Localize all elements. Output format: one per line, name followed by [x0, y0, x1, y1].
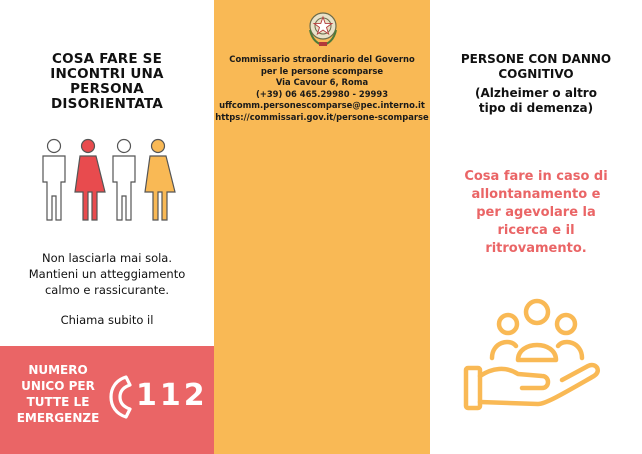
woman-figure-red: [75, 140, 105, 221]
right-highlight: [430, 168, 642, 258]
left-title-line: DISORIENTATA: [51, 96, 163, 112]
right-subtitle: [430, 86, 642, 115]
emergency-label: [8, 362, 108, 426]
right-highlight-line: ritrovamento.: [485, 241, 587, 256]
emergency-banner: [0, 346, 214, 454]
contact-email: uffcomm.personescomparse@pec.interno.it: [219, 100, 425, 111]
left-title: [0, 52, 214, 112]
emergency-label-line: UNICO PER: [21, 379, 95, 393]
man-figure-outline: [113, 140, 135, 221]
emergency-label-line: NUMERO: [28, 363, 88, 377]
contact-website: https://commissari.gov.it/persone-scomparse: [215, 111, 429, 122]
right-title-line: COGNITIVO: [498, 66, 574, 81]
emergency-number: 112: [136, 378, 208, 413]
caring-hand-icon: [462, 296, 612, 416]
republic-emblem-icon: [306, 8, 340, 48]
advice-line: Mantieni un atteggiamento: [28, 267, 186, 281]
phone-icon: [108, 374, 136, 420]
left-title-line: COSA FARE SE: [51, 51, 163, 67]
contact-address: Via Cavour 6, Roma: [275, 77, 369, 88]
people-icon: [38, 138, 178, 222]
contact-line: Commissario straordinario del Governo: [229, 54, 415, 64]
advice-text: [0, 250, 214, 298]
emergency-label-line: EMERGENZE: [16, 411, 100, 425]
man-figure-outline: [43, 140, 65, 221]
right-title-line: PERSONE CON DANNO: [460, 52, 612, 66]
woman-figure-yellow: [145, 140, 175, 221]
contact-line: per le persone scomparse: [260, 65, 384, 76]
right-highlight-line: per agevolare la: [476, 205, 596, 220]
right-highlight-line: Cosa fare in caso di: [464, 169, 608, 184]
right-subtitle-line: (Alzheimer o altro: [475, 86, 597, 100]
advice-line: Non lasciarla mai sola.: [41, 251, 173, 265]
left-title-line: PERSONA: [70, 81, 144, 97]
contact-phone: (+39) 06 465.29980 - 29993: [255, 88, 389, 99]
emergency-label-line: TUTTE LE: [26, 395, 90, 409]
contact-info: [214, 54, 430, 124]
right-title: [430, 52, 642, 81]
right-subtitle-line: tipo di demenza): [478, 100, 594, 115]
call-instruction: Chiama subito il: [60, 313, 154, 327]
right-highlight-line: ricerca e il: [497, 223, 575, 238]
left-title-line: INCONTRI UNA: [50, 66, 164, 82]
advice-line: calmo e rassicurante.: [44, 283, 170, 297]
right-highlight-line: allontanamento e: [471, 187, 601, 202]
